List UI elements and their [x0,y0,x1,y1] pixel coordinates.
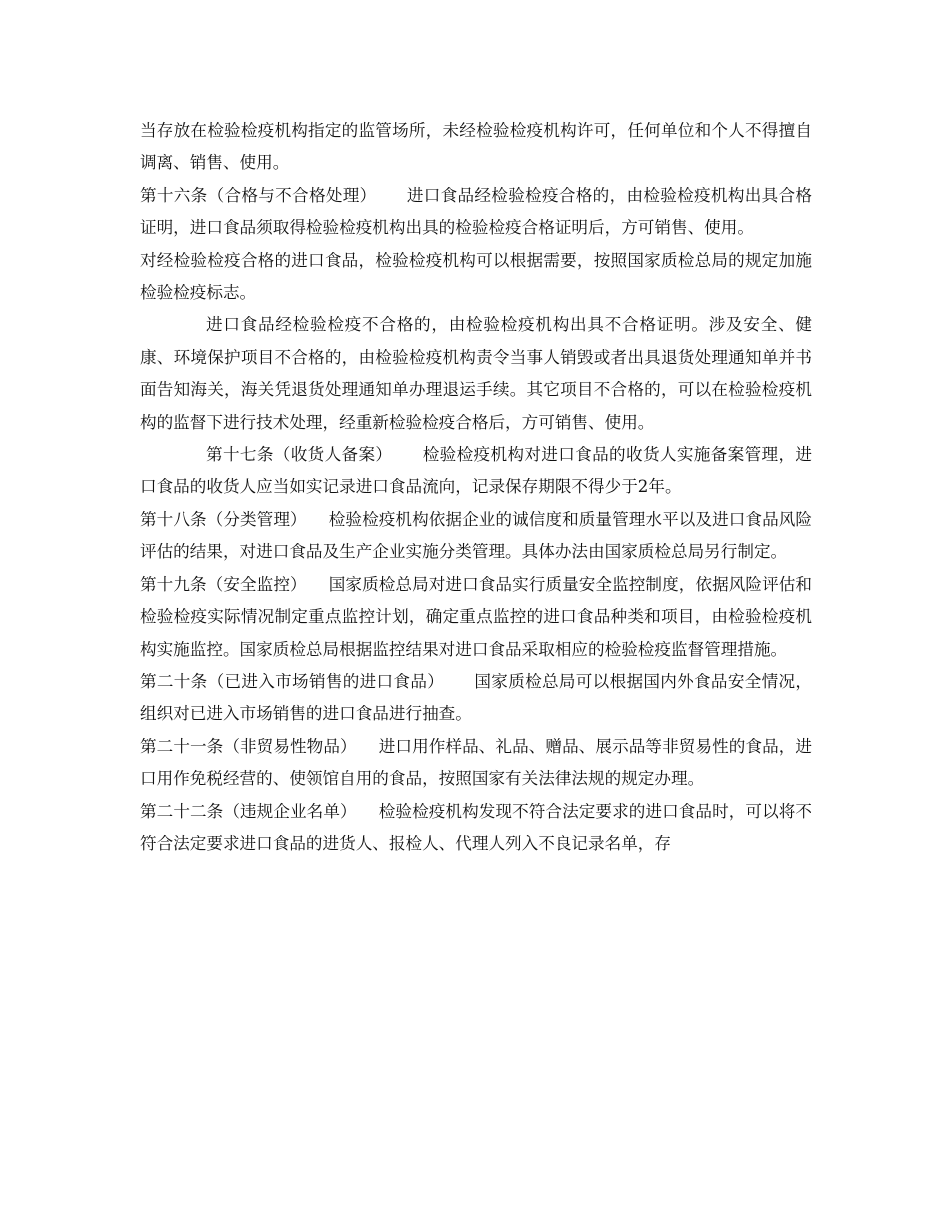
article-16-clause-3 [140,309,812,439]
article-heading: 第十六条（合格与不合格处理） [140,185,377,205]
paragraph-text: 当存放在检验检疫机构指定的监管场所，未经检验检疫机构许可，任何单位和个人不得擅自调离、销售、使用。 [140,121,812,173]
article-text: 检验检疫机构对进口食品的收货人实施备案管理，进口食品的收货人应当如实记录进口食品流向，记录保存期限不得少于2年。 [140,445,813,497]
article-heading: 第二十条（已进入市场销售的进口食品） [140,671,445,691]
article-16 [140,180,812,245]
article-heading: 第二十一条（非贸易性物品） [140,736,357,756]
article-18 [140,504,812,569]
article-19 [140,569,812,666]
article-text: 国家质检总局可以根据国内外食品安全情况，组织对已进入市场销售的进口食品进行抽查。 [140,671,813,724]
article-text: 进口食品经检验检疫合格的，由检验检疫机构出具合格证明，进口食品须取得检验检疫机构出具的检验检疫合格证明后，方可销售、使用。 [140,185,813,238]
article-text: 进口用作样品、礼品、赠品、展示品等非贸易性的食品，进口用作免税经营的、使领馆自用的食品，按照国家有关法律法规的规定办理。 [140,736,813,789]
article-text: 国家质检总局对进口食品实行质量安全监控制度，依据风险评估和检验检疫实际情况制定重点监控计划，确定重点监控的进口食品种类和项目，由检验检疫机构实施监控。国家质检总局根据监控结果对进口食品采取相应的检验检疫监督管理措施。 [140,574,813,659]
article-heading: 第十八条（分类管理） [140,509,307,529]
article-heading: 第十七条（收货人备案） [206,445,393,465]
article-22 [140,796,812,861]
article-16-clause-2 [140,245,812,310]
paragraph-text: 进口食品经检验检疫不合格的，由检验检疫机构出具不合格证明。涉及安全、健康、环境保护项目不合格的，由检验检疫机构责令当事人销毁或者出具退货处理通知单并书面告知海关，海关凭退货处理通知单办理退运手续。其它项目不合格的，可以在检验检疫机构的监督下进行技术处理，经重新检验检疫合格后，方可销售、使用。 [140,315,812,432]
article-text: 检验检疫机构发现不符合法定要求的进口食品时，可以将不符合法定要求进口食品的进货人、报检人、代理人列入不良记录名单，存 [140,801,813,853]
article-heading: 第十九条（安全监控） [140,574,307,594]
article-21 [140,731,812,796]
paragraph-text: 对经检验检疫合格的进口食品，检验检疫机构可以根据需要，按照国家质检总局的规定加施检验检疫标志。 [140,250,812,303]
document-body [140,115,812,860]
article-17 [140,439,812,504]
article-20 [140,666,812,731]
paragraph-continuation [140,115,812,180]
article-text: 检验检疫机构依据企业的诚信度和质量管理水平以及进口食品风险评估的结果，对进口食品及生产企业实施分类管理。具体办法由国家质检总局另行制定。 [140,509,813,562]
article-heading: 第二十二条（违规企业名单） [140,801,357,821]
